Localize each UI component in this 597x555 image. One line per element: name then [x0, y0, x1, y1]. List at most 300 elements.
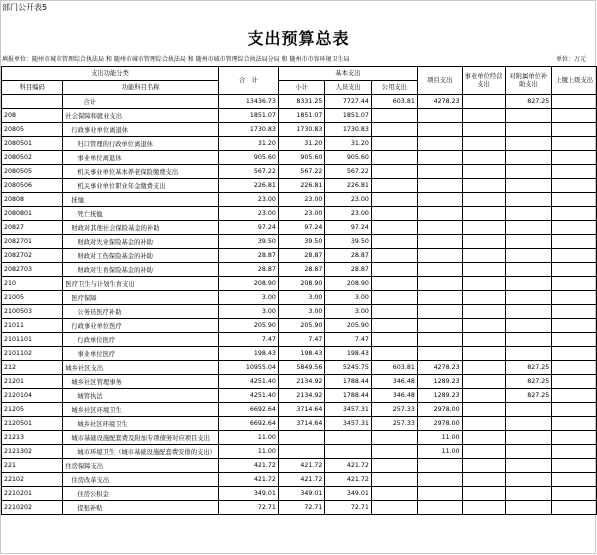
cell-up	[552, 347, 597, 361]
cell-ent	[462, 165, 505, 179]
cell-sub: 198.43	[278, 347, 325, 361]
table-row	[2, 459, 597, 473]
cell-code	[2, 95, 63, 109]
cell-pub	[371, 221, 417, 235]
cell-proj	[417, 179, 462, 193]
cell-pers: 31.20	[325, 137, 372, 151]
cell-ent	[462, 445, 505, 459]
cell-ent	[462, 487, 505, 501]
cell-subs	[505, 305, 552, 319]
cell-code: 2080502	[2, 151, 63, 165]
cell-sub: 28.87	[278, 249, 325, 263]
cell-sub: 1730.83	[278, 123, 325, 137]
cell-proj: 11.00	[417, 445, 462, 459]
cell-subs	[505, 165, 552, 179]
cell-pers: 1730.83	[325, 123, 372, 137]
cell-subs	[505, 417, 552, 431]
cell-subs	[505, 501, 552, 515]
cell-pers: 72.71	[325, 501, 372, 515]
cell-up	[552, 333, 597, 347]
cell-pub	[371, 277, 417, 291]
cell-sub: 421.72	[278, 473, 325, 487]
cell-name: 财政对其他社会保险基金的补助	[63, 221, 219, 235]
cell-total: 198.43	[218, 347, 278, 361]
cell-proj: 4278.23	[417, 95, 462, 109]
table-row	[2, 221, 597, 235]
cell-proj: 1289.23	[417, 389, 462, 403]
cell-subs	[505, 459, 552, 473]
cell-ent	[462, 375, 505, 389]
table-row	[2, 95, 597, 109]
cell-name: 死亡抚恤	[63, 207, 219, 221]
cell-total: 905.60	[218, 151, 278, 165]
cell-proj	[417, 165, 462, 179]
cell-code: 20808	[2, 193, 63, 207]
cell-ent	[462, 305, 505, 319]
cell-ent	[462, 221, 505, 235]
cell-subs	[505, 333, 552, 347]
cell-sub: 2134.92	[278, 389, 325, 403]
cell-pers	[325, 431, 372, 445]
cell-proj	[417, 263, 462, 277]
cell-sub: 8331.25	[278, 95, 325, 109]
cell-ent	[462, 319, 505, 333]
cell-proj	[417, 151, 462, 165]
cell-up	[552, 221, 597, 235]
cell-subs	[505, 445, 552, 459]
cell-pers: 208.90	[325, 277, 372, 291]
table-row	[2, 389, 597, 403]
cell-code: 21005	[2, 291, 63, 305]
cell-code: 2082701	[2, 235, 63, 249]
cell-subs	[505, 123, 552, 137]
cell-name: 行政事业单位医疗	[63, 319, 219, 333]
cell-name: 合计	[63, 95, 219, 109]
cell-name: 城市环境卫生（城市基础设施配套费安排的支出）	[63, 445, 219, 459]
cell-subs	[505, 207, 552, 221]
cell-pub	[371, 291, 417, 305]
table-row	[2, 445, 597, 459]
cell-up	[552, 431, 597, 445]
cell-proj	[417, 291, 462, 305]
cell-proj	[417, 277, 462, 291]
cell-ent	[462, 347, 505, 361]
cell-total: 349.01	[218, 487, 278, 501]
header-enterprise: 事业单位经营支出	[462, 67, 505, 95]
cell-code: 2101101	[2, 333, 63, 347]
cell-sub: 97.24	[278, 221, 325, 235]
cell-name: 住房保障支出	[63, 459, 219, 473]
cell-pers: 1788.44	[325, 375, 372, 389]
cell-total: 23.00	[218, 193, 278, 207]
cell-name: 城乡社区环境卫生	[63, 403, 219, 417]
cell-proj	[417, 137, 462, 151]
cell-code: 2100503	[2, 305, 63, 319]
cell-code: 2080506	[2, 179, 63, 193]
cell-subs	[505, 109, 552, 123]
table-row	[2, 235, 597, 249]
cell-sub: 421.72	[278, 459, 325, 473]
table-body	[2, 95, 597, 515]
header-public: 公用支出	[371, 81, 417, 95]
cell-up	[552, 249, 597, 263]
cell-code: 2080501	[2, 137, 63, 151]
cell-name: 城乡社区管理事务	[63, 375, 219, 389]
cell-ent	[462, 291, 505, 305]
table-row	[2, 165, 597, 179]
cell-ent	[462, 361, 505, 375]
cell-up	[552, 207, 597, 221]
cell-up	[552, 389, 597, 403]
cell-pub: 346.48	[371, 389, 417, 403]
cell-sub: 3.00	[278, 305, 325, 319]
cell-name: 城乡社区支出	[63, 361, 219, 375]
cell-total: 7.47	[218, 333, 278, 347]
cell-up	[552, 319, 597, 333]
cell-pers: 97.24	[325, 221, 372, 235]
cell-code: 21011	[2, 319, 63, 333]
cell-name: 医疗卫生与计划生育支出	[63, 277, 219, 291]
cell-name: 机关事业单位基本养老保险缴费支出	[63, 165, 219, 179]
cell-total: 567.22	[218, 165, 278, 179]
cell-up	[552, 263, 597, 277]
cell-total: 208.90	[218, 277, 278, 291]
cell-code: 208	[2, 109, 63, 123]
cell-total: 6692.64	[218, 403, 278, 417]
cell-name: 财政对工伤保险基金的补助	[63, 249, 219, 263]
cell-pub: 603.81	[371, 95, 417, 109]
header-func-code: 科目编码	[2, 81, 63, 95]
cell-subs	[505, 473, 552, 487]
cell-up	[552, 501, 597, 515]
header-func-name: 功能科目名称	[63, 81, 219, 95]
cell-proj	[417, 193, 462, 207]
cell-pers: 7727.44	[325, 95, 372, 109]
cell-proj: 4278.23	[417, 361, 462, 375]
cell-sub: 349.01	[278, 487, 325, 501]
cell-ent	[462, 473, 505, 487]
cell-total: 72.71	[218, 501, 278, 515]
cell-name: 城乡社区环境卫生	[63, 417, 219, 431]
cell-total: 6692.64	[218, 417, 278, 431]
cell-name: 事业单位离退休	[63, 151, 219, 165]
table-row	[2, 347, 597, 361]
cell-pers: 205.90	[325, 319, 372, 333]
cell-name: 行政单位医疗	[63, 333, 219, 347]
cell-pub: 603.81	[371, 361, 417, 375]
cell-proj	[417, 235, 462, 249]
cell-total: 11.00	[218, 431, 278, 445]
unit-row	[2, 54, 592, 63]
cell-pub	[371, 165, 417, 179]
cell-pub	[371, 123, 417, 137]
cell-proj	[417, 305, 462, 319]
cell-total: 28.87	[218, 263, 278, 277]
cell-pub	[371, 235, 417, 249]
cell-pers: 3457.31	[325, 417, 372, 431]
cell-total: 39.50	[218, 235, 278, 249]
cell-code: 2210202	[2, 501, 63, 515]
cell-code: 2080505	[2, 165, 63, 179]
cell-sub: 567.22	[278, 165, 325, 179]
cell-ent	[462, 137, 505, 151]
cell-up	[552, 193, 597, 207]
table-row	[2, 473, 597, 487]
table-row	[2, 193, 597, 207]
cell-name: 事业单位医疗	[63, 347, 219, 361]
cell-pers: 567.22	[325, 165, 372, 179]
cell-code: 2101102	[2, 347, 63, 361]
table-row	[2, 291, 597, 305]
cell-code: 20805	[2, 123, 63, 137]
cell-pers: 5245.75	[325, 361, 372, 375]
cell-ent	[462, 235, 505, 249]
cell-pers: 7.47	[325, 333, 372, 347]
table-row	[2, 361, 597, 375]
cell-pers: 28.87	[325, 249, 372, 263]
cell-total: 205.90	[218, 319, 278, 333]
cell-subs: 827.25	[505, 375, 552, 389]
cell-code: 21205	[2, 403, 63, 417]
cell-pub	[371, 319, 417, 333]
cell-total: 4251.40	[218, 389, 278, 403]
cell-name: 公务员医疗补助	[63, 305, 219, 319]
cell-pers: 3.00	[325, 291, 372, 305]
cell-ent	[462, 249, 505, 263]
cell-up	[552, 109, 597, 123]
cell-total: 4251.40	[218, 375, 278, 389]
cell-ent	[462, 123, 505, 137]
cell-subs	[505, 249, 552, 263]
cell-subs	[505, 263, 552, 277]
cell-pers: 39.50	[325, 235, 372, 249]
cell-pub	[371, 459, 417, 473]
cell-subs	[505, 347, 552, 361]
cell-ent	[462, 417, 505, 431]
cell-up	[552, 179, 597, 193]
cell-up	[552, 151, 597, 165]
cell-proj: 2978.00	[417, 417, 462, 431]
cell-sub	[278, 445, 325, 459]
cell-code: 2082703	[2, 263, 63, 277]
cell-proj	[417, 473, 462, 487]
table-row	[2, 319, 597, 333]
cell-pers: 3457.31	[325, 403, 372, 417]
cell-total: 97.24	[218, 221, 278, 235]
cell-proj: 2978.00	[417, 403, 462, 417]
cell-ent	[462, 179, 505, 193]
cell-name: 财政对生育保险基金的补助	[63, 263, 219, 277]
cell-code: 2080801	[2, 207, 63, 221]
header-personnel: 人员支出	[325, 81, 372, 95]
cell-proj: 11.00	[417, 431, 462, 445]
cell-code: 2121302	[2, 445, 63, 459]
cell-proj	[417, 123, 462, 137]
table-row	[2, 431, 597, 445]
table-row	[2, 137, 597, 151]
cell-name: 城管执法	[63, 389, 219, 403]
cell-pers: 1851.07	[325, 109, 372, 123]
cell-pers: 226.81	[325, 179, 372, 193]
cell-ent	[462, 95, 505, 109]
cell-total: 10955.04	[218, 361, 278, 375]
cell-proj	[417, 501, 462, 515]
cell-pers: 1788.44	[325, 389, 372, 403]
cell-pub	[371, 179, 417, 193]
table-row	[2, 501, 597, 515]
cell-pub: 257.33	[371, 403, 417, 417]
cell-code: 2120104	[2, 389, 63, 403]
table-row	[2, 375, 597, 389]
cell-pub	[371, 333, 417, 347]
header-subtotal: 小计	[278, 81, 325, 95]
cell-pers: 28.87	[325, 263, 372, 277]
table-row	[2, 263, 597, 277]
cell-sub: 39.50	[278, 235, 325, 249]
cell-code: 21213	[2, 431, 63, 445]
reporting-unit: 填报单位：随州市城市管理综合执法局 和 随州市城市管理综合执法局 和 随州市城市管理综合执法局分局 和 随州市市容环境卫生局	[2, 56, 350, 63]
cell-total: 31.20	[218, 137, 278, 151]
cell-pub	[371, 263, 417, 277]
cell-pub	[371, 193, 417, 207]
cell-sub: 3714.64	[278, 417, 325, 431]
cell-total: 1730.83	[218, 123, 278, 137]
cell-up	[552, 165, 597, 179]
cell-subs	[505, 403, 552, 417]
cell-sub: 1851.07	[278, 109, 325, 123]
cell-subs	[505, 235, 552, 249]
cell-sub: 226.81	[278, 179, 325, 193]
cell-proj	[417, 459, 462, 473]
cell-subs: 827.25	[505, 389, 552, 403]
cell-sub: 28.87	[278, 263, 325, 277]
cell-ent	[462, 151, 505, 165]
cell-total: 421.72	[218, 459, 278, 473]
table-header	[2, 67, 597, 95]
cell-up	[552, 123, 597, 137]
cell-pub	[371, 249, 417, 263]
cell-up	[552, 459, 597, 473]
cell-total: 226.81	[218, 179, 278, 193]
table-row	[2, 151, 597, 165]
cell-proj	[417, 347, 462, 361]
table-row	[2, 305, 597, 319]
cell-pub: 346.48	[371, 375, 417, 389]
cell-subs	[505, 179, 552, 193]
currency-unit: 单位：万元	[555, 56, 586, 63]
cell-proj	[417, 207, 462, 221]
cell-up	[552, 277, 597, 291]
cell-pers: 349.01	[325, 487, 372, 501]
cell-proj	[417, 319, 462, 333]
cell-pub	[371, 431, 417, 445]
cell-up	[552, 235, 597, 249]
page-title: 支出预算总表	[247, 29, 350, 48]
cell-pub	[371, 137, 417, 151]
cell-pub	[371, 151, 417, 165]
table-row	[2, 249, 597, 263]
cell-total: 28.87	[218, 249, 278, 263]
cell-proj	[417, 249, 462, 263]
cell-code: 212	[2, 361, 63, 375]
table-row	[2, 179, 597, 193]
cell-up	[552, 403, 597, 417]
cell-sub: 23.00	[278, 207, 325, 221]
cell-name: 行政事业单位离退休	[63, 123, 219, 137]
cell-up	[552, 375, 597, 389]
table-row	[2, 123, 597, 137]
table-row	[2, 333, 597, 347]
cell-total: 421.72	[218, 473, 278, 487]
table-row	[2, 487, 597, 501]
cell-code: 2210201	[2, 487, 63, 501]
cell-ent	[462, 431, 505, 445]
cell-subs	[505, 137, 552, 151]
cell-ent	[462, 109, 505, 123]
cell-subs	[505, 431, 552, 445]
cell-code: 21201	[2, 375, 63, 389]
cell-ent	[462, 459, 505, 473]
cell-sub: 23.00	[278, 193, 325, 207]
cell-ent	[462, 501, 505, 515]
cell-sub: 205.90	[278, 319, 325, 333]
cell-sub: 3714.64	[278, 403, 325, 417]
cell-pub	[371, 109, 417, 123]
cell-name: 抚恤	[63, 193, 219, 207]
cell-sub: 905.60	[278, 151, 325, 165]
cell-up	[552, 473, 597, 487]
cell-sub: 3.00	[278, 291, 325, 305]
cell-sub: 31.20	[278, 137, 325, 151]
cell-subs: 827.25	[505, 361, 552, 375]
cell-code: 2120501	[2, 417, 63, 431]
cell-sub	[278, 431, 325, 445]
cell-pub	[371, 207, 417, 221]
cell-subs	[505, 319, 552, 333]
header-subsidiary: 对附属单位补助支出	[505, 67, 552, 95]
cell-code: 221	[2, 459, 63, 473]
cell-subs	[505, 151, 552, 165]
cell-sub: 7.47	[278, 333, 325, 347]
cell-name: 城市基础设施配套费及附加专项债务对应项目支出	[63, 431, 219, 445]
cell-subs	[505, 487, 552, 501]
cell-subs: 827.25	[505, 95, 552, 109]
cell-total: 3.00	[218, 291, 278, 305]
cell-pub	[371, 487, 417, 501]
cell-up	[552, 361, 597, 375]
cell-proj: 1289.23	[417, 375, 462, 389]
cell-name: 提租补贴	[63, 501, 219, 515]
cell-pers: 23.00	[325, 207, 372, 221]
cell-code: 22102	[2, 473, 63, 487]
cell-pub	[371, 473, 417, 487]
cell-pub	[371, 347, 417, 361]
header-upper: 上缴上级支出	[552, 67, 597, 95]
cell-total: 11.00	[218, 445, 278, 459]
budget-table	[1, 66, 597, 515]
cell-pers: 905.60	[325, 151, 372, 165]
cell-name: 财政对失业保险基金的补助	[63, 235, 219, 249]
cell-total: 13436.73	[218, 95, 278, 109]
cell-sub: 208.90	[278, 277, 325, 291]
table-row	[2, 403, 597, 417]
cell-code: 2082702	[2, 249, 63, 263]
cell-up	[552, 95, 597, 109]
cell-pers	[325, 445, 372, 459]
cell-total: 1851.07	[218, 109, 278, 123]
cell-up	[552, 137, 597, 151]
cell-pers: 3.00	[325, 305, 372, 319]
